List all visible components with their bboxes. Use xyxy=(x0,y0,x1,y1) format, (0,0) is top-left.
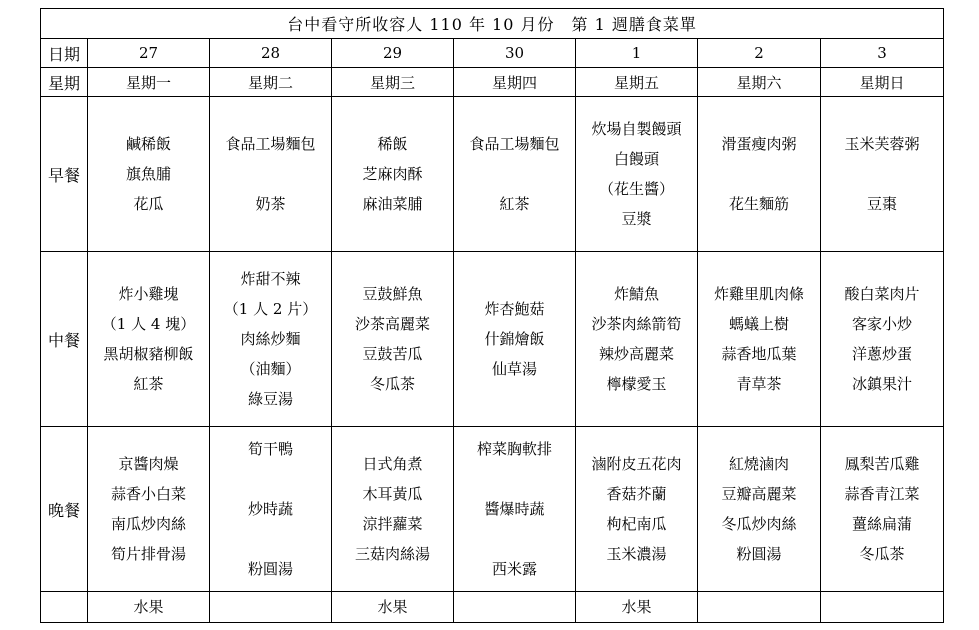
dinner-item: 冬瓜茶 xyxy=(859,545,905,563)
row-label-dinner: 晚餐 xyxy=(41,427,88,592)
dinner-item: 粉圓湯 xyxy=(247,560,293,578)
breakfast-item: 食品工場麵包 xyxy=(225,135,316,153)
dinner-item: 紅燒滷肉 xyxy=(728,455,789,473)
row-label-weekday: 星期 xyxy=(41,68,88,97)
dinner-item: 蒜香小白菜 xyxy=(110,485,186,503)
fruit-cell xyxy=(576,592,698,623)
lunch-item: 客家小炒 xyxy=(852,315,913,333)
breakfast-cell xyxy=(698,97,821,252)
lunch-item: 什錦燴飯 xyxy=(484,330,545,348)
date-cell: 28 xyxy=(210,39,332,68)
lunch-item: 綠豆湯 xyxy=(247,390,293,408)
weekday-cell: 星期二 xyxy=(210,68,332,97)
lunch-item: 紅茶 xyxy=(133,375,164,393)
weekday-cell: 星期四 xyxy=(454,68,576,97)
breakfast-item: 豆棗 xyxy=(867,195,898,213)
lunch-item: 炸小雞塊 xyxy=(118,285,179,303)
dinner-item: 玉米濃湯 xyxy=(606,545,667,563)
fruit-item: 水果 xyxy=(621,598,652,616)
breakfast-item: 滑蛋瘦肉粥 xyxy=(721,135,797,153)
lunch-item: （1 人 4 塊） xyxy=(101,315,196,333)
fruit-cell xyxy=(88,592,210,623)
fruit-cell xyxy=(332,592,454,623)
breakfast-item: 奶茶 xyxy=(255,195,286,213)
breakfast-item: （花生醬） xyxy=(598,180,674,198)
dinner-item: 京醬肉燥 xyxy=(118,455,179,473)
row-label-date: 日期 xyxy=(41,39,88,68)
breakfast-item: 麻油菜脯 xyxy=(362,195,423,213)
lunch-item: 炸甜不辣 xyxy=(240,270,301,288)
weekday-cell: 星期一 xyxy=(88,68,210,97)
breakfast-item: 白饅頭 xyxy=(613,150,659,168)
lunch-item: 蒜香地瓜葉 xyxy=(721,345,797,363)
lunch-item: 炸雞里肌肉條 xyxy=(713,285,804,303)
dinner-cell xyxy=(332,427,454,592)
dinner-item: 豆瓣高麗菜 xyxy=(721,485,797,503)
dinner-item: 滷附皮五花肉 xyxy=(591,455,682,473)
breakfast-cell xyxy=(454,97,576,252)
breakfast-item: 豆漿 xyxy=(621,210,652,228)
dinner-item: 涼拌蘿菜 xyxy=(362,515,423,533)
menu-title: 台中看守所收容人 110 年 10 月份 第 1 週膳食菜單 xyxy=(41,9,944,39)
breakfast-item: 花生麵筋 xyxy=(728,195,789,213)
date-cell: 29 xyxy=(332,39,454,68)
lunch-item: 炸鯖魚 xyxy=(613,285,659,303)
weekday-cell: 星期三 xyxy=(332,68,454,97)
lunch-cell xyxy=(210,252,332,427)
dinner-item: 三菇肉絲湯 xyxy=(354,545,430,563)
breakfast-cell xyxy=(332,97,454,252)
breakfast-item: 食品工場麵包 xyxy=(469,135,560,153)
dinner-cell xyxy=(454,427,576,592)
weekday-cell: 星期五 xyxy=(576,68,698,97)
lunch-item: 沙茶肉絲箭筍 xyxy=(591,315,682,333)
lunch-cell xyxy=(454,252,576,427)
dinner-item: 蒜香青江菜 xyxy=(844,485,920,503)
breakfast-cell xyxy=(821,97,944,252)
date-cell: 2 xyxy=(698,39,821,68)
lunch-item: 冬瓜茶 xyxy=(369,375,415,393)
breakfast-item: 鹹稀飯 xyxy=(125,135,171,153)
lunch-item: （1 人 2 片） xyxy=(223,300,318,318)
fruit-cell xyxy=(698,592,821,623)
dinner-item: 鳳梨苦瓜雞 xyxy=(844,455,920,473)
dinner-item: 香菇芥蘭 xyxy=(606,485,667,503)
breakfast-item: 花瓜 xyxy=(133,195,164,213)
lunch-item: 青草茶 xyxy=(736,375,782,393)
lunch-item: 洋蔥炒蛋 xyxy=(852,345,913,363)
breakfast-item: 玉米芙蓉粥 xyxy=(844,135,920,153)
weekday-cell: 星期日 xyxy=(821,68,944,97)
breakfast-item: 稀飯 xyxy=(377,135,408,153)
dinner-cell xyxy=(698,427,821,592)
fruit-item: 水果 xyxy=(377,598,408,616)
lunch-item: 黑胡椒豬柳飯 xyxy=(103,345,194,363)
dinner-item: 冬瓜炒肉絲 xyxy=(721,515,797,533)
row-label-fruit-empty xyxy=(41,592,88,623)
lunch-cell xyxy=(576,252,698,427)
lunch-item: 豆鼓鮮魚 xyxy=(362,285,423,303)
breakfast-item: 芝麻肉酥 xyxy=(362,165,423,183)
breakfast-cell xyxy=(88,97,210,252)
fruit-cell xyxy=(454,592,576,623)
lunch-item: 檸檬愛玉 xyxy=(606,375,667,393)
dinner-cell xyxy=(821,427,944,592)
dinner-item: 榨菜胸軟排 xyxy=(476,440,552,458)
fruit-cell xyxy=(210,592,332,623)
breakfast-item: 炊場自製饅頭 xyxy=(591,120,682,138)
lunch-item: 酸白菜肉片 xyxy=(844,285,920,303)
lunch-item: 沙茶高麗菜 xyxy=(354,315,430,333)
fruit-item xyxy=(210,592,331,596)
lunch-item: 辣炒高麗菜 xyxy=(598,345,674,363)
lunch-item: 肉絲炒麵 xyxy=(240,330,301,348)
lunch-cell xyxy=(88,252,210,427)
dinner-item: 筍片排骨湯 xyxy=(110,545,186,563)
dinner-cell xyxy=(210,427,332,592)
fruit-item: 水果 xyxy=(133,598,164,616)
dinner-item: 日式角煮 xyxy=(362,455,423,473)
fruit-item xyxy=(698,592,820,596)
lunch-cell xyxy=(698,252,821,427)
dinner-item: 薑絲扁蒲 xyxy=(852,515,913,533)
lunch-item: 冰鎮果汁 xyxy=(852,375,913,393)
date-cell: 1 xyxy=(576,39,698,68)
dinner-item: 粉圓湯 xyxy=(736,545,782,563)
dinner-item: 筍干鴨 xyxy=(247,440,293,458)
dinner-cell xyxy=(88,427,210,592)
breakfast-cell xyxy=(210,97,332,252)
weekday-cell: 星期六 xyxy=(698,68,821,97)
lunch-cell xyxy=(821,252,944,427)
lunch-item: 螞蟻上樹 xyxy=(728,315,789,333)
fruit-item xyxy=(821,592,943,596)
row-label-lunch: 中餐 xyxy=(41,252,88,427)
breakfast-item: 旗魚脯 xyxy=(125,165,171,183)
menu-table xyxy=(40,8,944,623)
dinner-item: 西米露 xyxy=(491,560,537,578)
dinner-item: 木耳黃瓜 xyxy=(362,485,423,503)
fruit-cell xyxy=(821,592,944,623)
lunch-item: 炸杏鮑菇 xyxy=(484,300,545,318)
dinner-item: 炒時蔬 xyxy=(247,500,293,518)
lunch-item: 豆鼓苦瓜 xyxy=(362,345,423,363)
breakfast-cell xyxy=(576,97,698,252)
row-label-breakfast: 早餐 xyxy=(41,97,88,252)
date-cell: 3 xyxy=(821,39,944,68)
date-cell: 30 xyxy=(454,39,576,68)
lunch-cell xyxy=(332,252,454,427)
dinner-item: 醬爆時蔬 xyxy=(484,500,545,518)
fruit-item xyxy=(454,592,575,596)
dinner-item: 枸杞南瓜 xyxy=(606,515,667,533)
breakfast-item: 紅茶 xyxy=(499,195,530,213)
dinner-item: 南瓜炒肉絲 xyxy=(110,515,186,533)
lunch-item: （油麵） xyxy=(240,360,301,378)
lunch-item: 仙草湯 xyxy=(491,360,537,378)
date-cell: 27 xyxy=(88,39,210,68)
dinner-cell xyxy=(576,427,698,592)
